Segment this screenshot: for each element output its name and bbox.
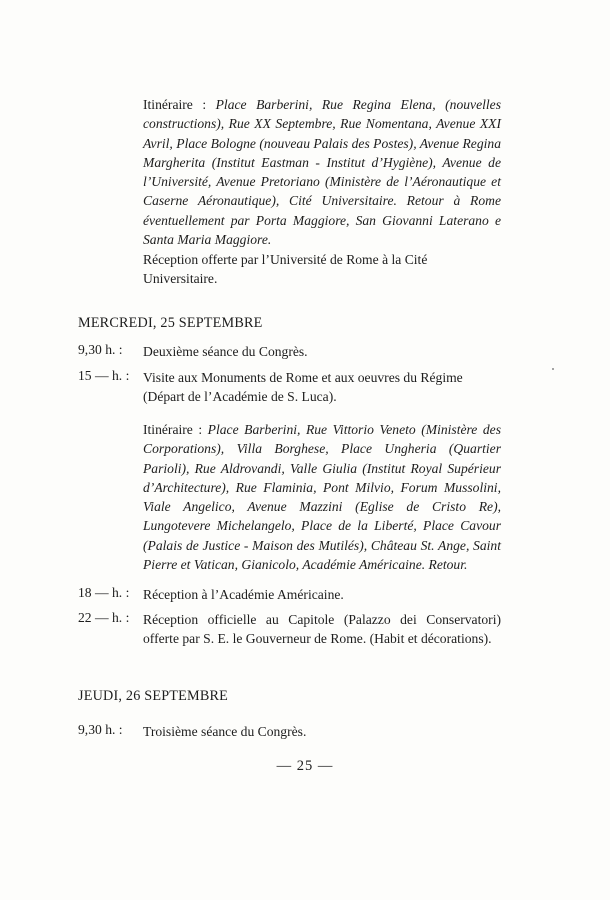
itinerary-label: Itinéraire : [143,97,207,112]
tuesday-reception [143,250,501,289]
day-heading-thursday: JEUDI, 26 SEPTEMBRE [78,688,229,704]
entry-text: Deuxième séance du Congrès. [143,344,308,359]
entry-time: 15 — h. : [78,368,130,383]
itinerary-text: Place Barberini, Rue Regina Elena, (nouvelles constructions), Rue XX Septembre, Rue Nomentana, Avenue XXI Avril, Place Bologne (nouveau Palais des Postes), Avenue Regina Margherita (Institut Eastman - Institut d’Hygiène), Avenue de l’Université, Avenue Pretoriano (Ministère de l’Aéronautique et Caserne Aéronautique), Cité Universitaire. Retour à Rome éventuellement par Porta Maggiore, San Giovanni Laterano e Santa Maria Maggiore. [143,97,501,248]
entry-time: 22 — h. : [78,610,130,625]
page-number: — 25 — [276,758,334,774]
speck [552,368,554,370]
entry-text: Visite aux Monuments de Rome et aux oeuvres du Régime (Départ de l’Académie de S. Luca). [143,370,463,405]
reception-text: Réception offerte par l’Université de Rome à la Cité Universitaire. [143,252,428,287]
tuesday-itinerary [143,95,501,249]
entry-text: Réception officielle au Capitole (Palazzo dei Conservatori) offerte par S. E. le Gouverneur de Rome. (Habit et décorations). [143,612,501,647]
entry-time: 9,30 h. : [78,722,123,737]
entry-time: 18 — h. : [78,585,130,600]
wednesday-itinerary [143,420,501,574]
entry-time: 9,30 h. : [78,342,123,357]
itinerary-text: Place Barberini, Rue Vittorio Veneto (Ministère des Corporations), Villa Borghese, Place Ungheria (Quartier Parioli), Rue Aldrovandi, Valle Giulia (Institut Royal Supérieur d’Architecture), Rue Flaminia, Pont Milvio, Forum Mussolini, Viale Angelico, Avenue Mazzini (Eglise de Cristo Re), Lungotevere Michelangelo, Place de la Liberté, Place Cavour (Palais de Justice - Maison des Mutilés), Château St. Ange, Saint Pierre et Vatican, Gianicolo, Académie Américaine. Retour. [143,422,501,573]
day-heading-wednesday: MERCREDI, 25 SEPTEMBRE [78,315,263,331]
entry-text: Réception à l’Académie Américaine. [143,587,344,602]
entry-text: Troisième séance du Congrès. [143,724,307,739]
itinerary-label: Itinéraire : [143,422,203,437]
